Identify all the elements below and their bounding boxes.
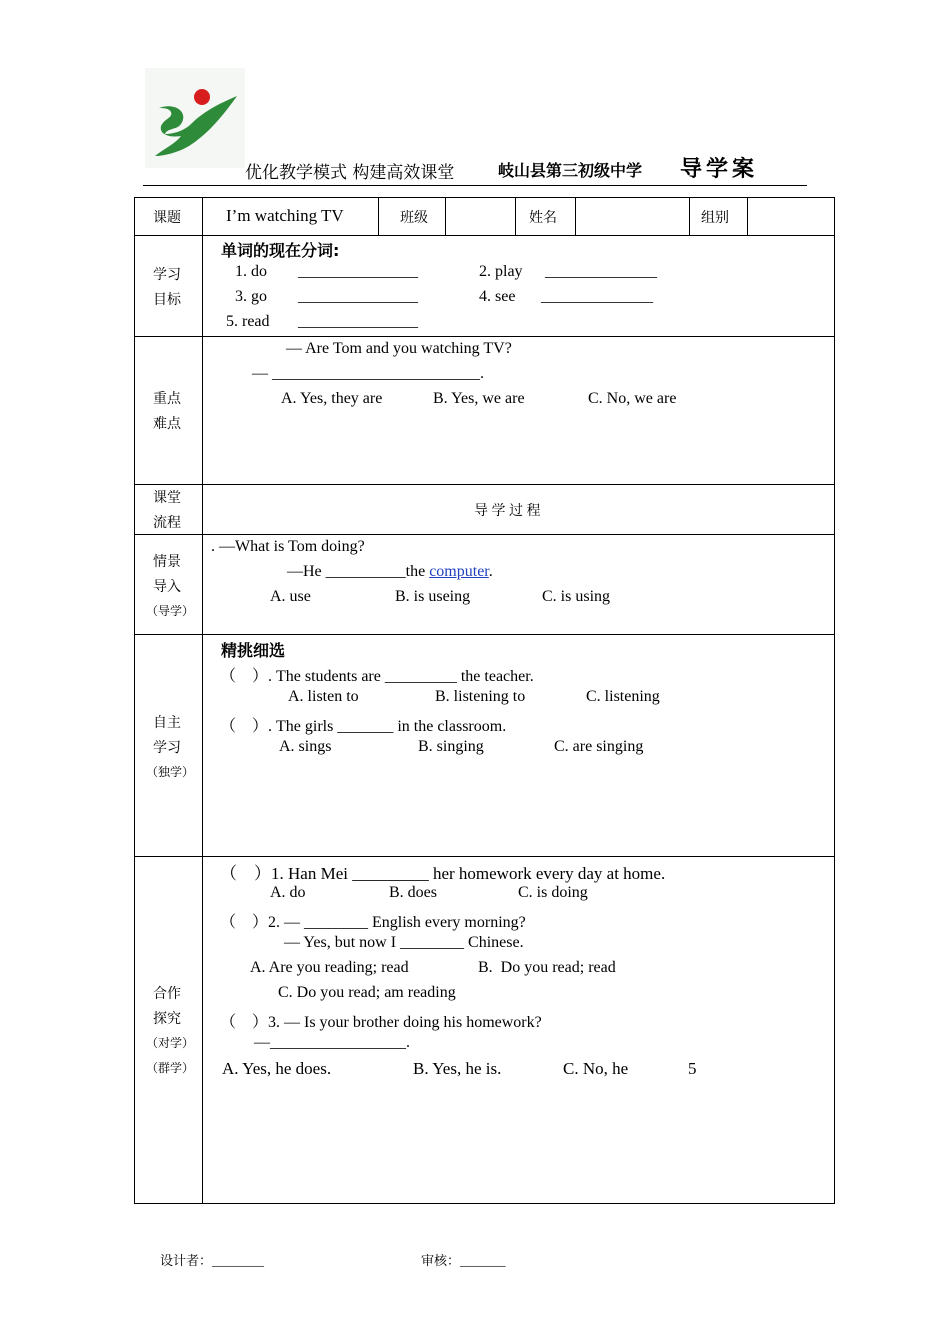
school-name: 岐山县第三初级中学 — [498, 161, 643, 180]
self-study-question: （ ）. The girls _______ in the classroom. — [220, 718, 507, 735]
school-logo — [145, 68, 245, 168]
self-study-question: （ ）. The students are _________ the teacher. — [220, 668, 534, 685]
self-study-option: C. listening — [586, 688, 660, 705]
intro-label: 导入 — [153, 580, 181, 595]
row-divider — [134, 235, 835, 236]
goal-blank: _______________ — [298, 313, 418, 330]
goals-heading: 单词的现在分词: — [221, 241, 340, 260]
info-divider — [515, 197, 516, 235]
table-border-right — [834, 197, 835, 1204]
coop-option: C. Do you read; am reading — [278, 984, 456, 1001]
doc-type: 导学案 — [680, 157, 759, 182]
key-option: C. No, we are — [588, 390, 677, 407]
computer-link[interactable]: computer — [429, 563, 489, 580]
coop-option: B. Do you read; read — [478, 959, 616, 976]
info-divider — [747, 197, 748, 235]
designer-field: 设计者：________ — [160, 1253, 265, 1268]
info-divider — [575, 197, 576, 235]
coop-question: （ ）1. Han Mei _________ her homework every day at home. — [220, 864, 666, 883]
intro-option: A. use — [270, 588, 311, 605]
reviewer-field: 审核：_______ — [421, 1253, 506, 1268]
topic-label: 课题 — [153, 211, 181, 226]
self-study-label: 自主 — [153, 716, 181, 731]
key-points-label: 重点 — [153, 392, 181, 407]
coop-answer: — Yes, but now I ________ Chinese. — [284, 934, 524, 951]
key-option: B. Yes, we are — [433, 390, 525, 407]
self-study-option: C. are singing — [554, 738, 644, 755]
self-study-option: A. sings — [279, 738, 332, 755]
class-label: 班级 — [400, 211, 428, 226]
cooperation-label: （对学） — [146, 1036, 195, 1050]
table-border-top — [134, 197, 835, 198]
name-label: 姓名 — [529, 211, 557, 226]
self-study-option: A. listen to — [288, 688, 359, 705]
info-divider — [689, 197, 690, 235]
goal-item: 4. see — [479, 288, 516, 305]
coop-option: A. Yes, he does. — [222, 1059, 332, 1078]
intro-label: （导学） — [146, 604, 195, 618]
trailing-number: 5 — [688, 1059, 697, 1078]
row-divider — [134, 336, 835, 337]
coop-option: C. is doing — [518, 884, 588, 901]
table-border-bottom — [134, 1203, 835, 1204]
self-study-heading: 精挑细选 — [221, 641, 286, 660]
goal-blank: _______________ — [298, 263, 418, 280]
row-divider — [134, 856, 835, 857]
process-title: 导 学 过 程 — [474, 504, 541, 519]
coop-option: A. Are you reading; read — [250, 959, 409, 976]
cooperation-label: （群学） — [146, 1061, 195, 1075]
topic-value: I’m watching TV — [226, 206, 344, 225]
study-table — [134, 197, 835, 1204]
info-divider — [445, 197, 446, 235]
key-answer-line: — __________________________. — [252, 365, 484, 382]
coop-option: C. No, he — [563, 1059, 629, 1078]
goal-blank: ______________ — [545, 263, 657, 280]
self-study-label: （独学） — [146, 765, 195, 779]
row-divider — [134, 634, 835, 635]
cooperation-label: 合作 — [153, 987, 181, 1002]
coop-answer: —_________________. — [254, 1034, 410, 1051]
intro-question: . —What is Tom doing? — [211, 538, 365, 555]
intro-label: 情景 — [153, 555, 181, 570]
group-label: 组别 — [701, 211, 729, 226]
header-title: 优化教学模式 构建高效课堂 — [245, 163, 455, 183]
process-label: 流程 — [153, 516, 181, 531]
row-divider — [134, 534, 835, 535]
intro-answer: —He __________the computer. — [287, 563, 493, 580]
row-divider — [134, 484, 835, 485]
key-question: — Are Tom and you watching TV? — [286, 340, 512, 357]
header-rule — [143, 185, 807, 186]
goal-item: 3. go — [235, 288, 267, 305]
goals-label: 目标 — [153, 293, 181, 308]
goal-blank: _______________ — [298, 288, 418, 305]
label-column-divider — [202, 197, 203, 1204]
coop-option: B. Yes, he is. — [413, 1059, 502, 1078]
goals-label: 学习 — [153, 268, 181, 283]
goal-item: 5. read — [226, 313, 270, 330]
info-divider — [378, 197, 379, 235]
coop-question: （ ）3. — Is your brother doing his homework? — [220, 1014, 542, 1031]
intro-option: B. is useing — [395, 588, 471, 605]
key-option: A. Yes, they are — [281, 390, 383, 407]
process-label: 课堂 — [153, 491, 181, 506]
coop-option: A. do — [270, 884, 306, 901]
coop-question: （ ）2. — ________ English every morning? — [220, 914, 526, 931]
intro-option: C. is using — [542, 588, 611, 605]
self-study-option: B. singing — [418, 738, 484, 755]
goal-item: 2. play — [479, 263, 523, 280]
self-study-option: B. listening to — [435, 688, 526, 705]
key-points-label: 难点 — [153, 417, 181, 432]
goal-blank: ______________ — [541, 288, 653, 305]
coop-option: B. does — [389, 884, 437, 901]
self-study-label: 学习 — [153, 741, 181, 756]
cooperation-label: 探究 — [153, 1012, 181, 1027]
goal-item: 1. do — [235, 263, 267, 280]
table-border-left — [134, 197, 135, 1204]
